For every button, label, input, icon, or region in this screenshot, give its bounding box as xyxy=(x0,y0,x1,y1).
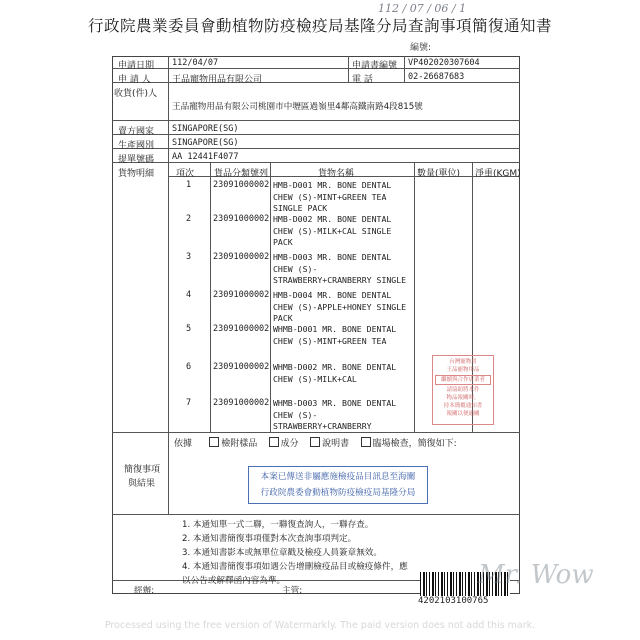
goods-header-qty: 數量(單位) xyxy=(417,169,461,179)
header-column-divider xyxy=(404,56,405,82)
red-stamp-line: 持本簡覆通知書 xyxy=(443,403,483,409)
applicant-label: 申 請 人 xyxy=(118,75,151,85)
note-item: 3. 本通知書影本或無單位章戳及檢疫人員簽章無效。 xyxy=(182,548,382,558)
note-item: 4. 本通知書簡復事項如遇公告增刪檢疫品目或檢疫條件，應 xyxy=(182,562,408,572)
header-column-divider xyxy=(348,56,349,82)
apply-no-value: VP402020307604 xyxy=(408,58,480,68)
goods-row-code: 23091000002 xyxy=(213,362,270,372)
goods-header-name: 貨物名稱 xyxy=(318,169,355,179)
receiver-label: 收貨(件)人 xyxy=(114,89,158,99)
reply-label-2: 與結果 xyxy=(128,479,156,489)
red-stamp-line: 王品寵物用品 xyxy=(446,367,480,373)
row-divider xyxy=(112,162,520,163)
sample-check-label: 檢附樣品 xyxy=(221,439,258,449)
goods-row-code: 23091000002 xyxy=(213,398,270,408)
onsite-checkbox[interactable] xyxy=(361,437,371,447)
row-divider xyxy=(112,134,520,135)
goods-row-no: 4 xyxy=(186,290,192,300)
ingredient-checkbox[interactable] xyxy=(269,437,279,447)
goods-section-label: 貨物明細 xyxy=(118,169,155,179)
stamp-line-1: 本案已傳送非屬應施檢疫品目訊息至海關 xyxy=(260,472,416,482)
label-column-divider xyxy=(168,432,169,514)
seller-country-value: SINGAPORE(SG) xyxy=(172,124,239,134)
onsite-check-label: 臨場檢查 xyxy=(372,439,409,449)
origin-value: SINGAPORE(SG) xyxy=(172,138,239,148)
handler-label: 經辦: xyxy=(134,586,155,596)
phone-label: 電 話 xyxy=(352,75,373,85)
receiver-value: 王品寵物用品有限公司桃園市中壢區過嶺里4鄰高鐵南路4段815號 xyxy=(172,102,423,112)
red-stamp-line: 台灣寵物用 xyxy=(449,359,477,365)
goods-row-name: HMB-D004 MR. BONE DENTAL CHEW (S)-APPLE+HONEY SINGLE PACK xyxy=(273,290,407,323)
goods-row-name: WHMB-D002 MR. BONE DENTAL CHEW (S)-MILK+CAL xyxy=(273,362,397,384)
row-divider xyxy=(112,68,520,69)
goods-row-code: 23091000002 xyxy=(213,214,270,224)
goods-row-no: 2 xyxy=(186,214,192,224)
footer-watermark: Processed using the free version of Watermarkly. The paid version does not add this mark. xyxy=(104,620,536,631)
goods-row-code: 23091000002 xyxy=(213,180,270,190)
goods-row-no: 6 xyxy=(186,362,192,372)
red-stamp-line: 請協助將本件 xyxy=(446,387,480,393)
applicant-value: 王品寵物用品有限公司 xyxy=(172,75,263,85)
watermark-logo: Mr. Wow xyxy=(478,560,594,590)
label-column-divider xyxy=(168,56,169,432)
goods-column-divider xyxy=(414,162,415,432)
lading-value: AA 12441F4077 xyxy=(172,152,239,162)
doc-number-label: 編號: xyxy=(410,43,432,53)
goods-row-name: HMB-D002 MR. BONE DENTAL CHEW (S)-MILK+CAL SINGLE PACK xyxy=(273,214,392,247)
apply-date-value: 112/04/07 xyxy=(172,58,219,68)
goods-header-weight: 淨重(KGM) xyxy=(475,169,521,179)
goods-row-name: WHMB-D003 MR. BONE DENTAL CHEW (S)- STRAWBERRY+CRANBERRY xyxy=(273,398,397,431)
red-stamp-line: 報關以便通關 xyxy=(446,411,480,417)
manual-checkbox[interactable] xyxy=(310,437,320,447)
goods-row-code: 23091000002 xyxy=(213,324,270,334)
goods-row-no: 1 xyxy=(186,180,192,190)
row-divider xyxy=(112,120,520,121)
row-divider xyxy=(112,148,520,149)
document-title: 行政院農業委員會動植物防疫檢疫局基隆分局查詢事項簡復通知書 xyxy=(87,17,552,35)
goods-row-name: HMB-D003 MR. BONE DENTAL CHEW (S)- STRAWBERRY+CRANBERRY SINGLE xyxy=(273,252,407,285)
notes-block xyxy=(182,518,408,588)
goods-header-no: 項次 xyxy=(176,169,195,179)
goods-row-code: 23091000002 xyxy=(213,290,270,300)
red-company-stamp xyxy=(432,355,494,425)
basis-label: 依據 xyxy=(174,439,193,449)
supervisor-label: 主管: xyxy=(282,586,303,596)
goods-row-name: WHMB-D001 MR. BONE DENTAL CHEW (S)-MINT+GREEN TEA xyxy=(273,324,397,346)
barcode-number: 4202103100765 xyxy=(418,596,489,606)
apply-date-label: 申請日期 xyxy=(118,61,155,71)
phone-value: 02-26687683 xyxy=(408,72,465,82)
apply-no-label: 申請書編號 xyxy=(352,61,398,71)
goods-column-divider xyxy=(270,162,271,432)
red-stamp-line: 繼續與合作店業者 xyxy=(435,375,491,385)
goods-column-divider xyxy=(210,162,211,432)
official-stamp xyxy=(248,466,428,504)
manual-check-label: 說明書 xyxy=(322,439,350,449)
row-divider xyxy=(112,514,520,515)
origin-label: 生產國別 xyxy=(118,141,155,151)
check-suffix: ，簡復如下: xyxy=(408,439,457,449)
goods-row-no: 3 xyxy=(186,252,192,262)
seller-country-label: 賣方國家 xyxy=(118,127,155,137)
reply-label: 簡復事項 xyxy=(124,465,161,475)
lading-label: 提單號碼 xyxy=(118,155,155,165)
note-item: 以公告或解釋函內容為準。 xyxy=(182,576,286,586)
goods-row-no: 7 xyxy=(186,398,192,408)
goods-row-no: 5 xyxy=(186,324,192,334)
goods-header-code: 貨品分類號列 xyxy=(214,169,269,179)
stamp-line-2: 行政院農委會動植物防疫檢疫局基隆分局 xyxy=(260,488,416,498)
handwritten-note: 112 / 07 / 06 / 1 xyxy=(378,2,467,15)
ingredient-check-label: 成分 xyxy=(280,439,299,449)
basis-row xyxy=(174,436,457,449)
sample-checkbox[interactable] xyxy=(209,437,219,447)
goods-row-name: HMB-D001 MR. BONE DENTAL CHEW (S)-MINT+GREEN TEA SINGLE PACK xyxy=(273,180,392,213)
goods-row-code: 23091000002 xyxy=(213,252,270,262)
red-stamp-line: 物品報關時， xyxy=(446,395,480,401)
note-item: 2. 本通知書簡復事項僅對本次查詢事項判定。 xyxy=(182,534,357,544)
note-item: 1. 本通知單一式二聯，一聯復查詢人，一聯存查。 xyxy=(182,520,374,530)
